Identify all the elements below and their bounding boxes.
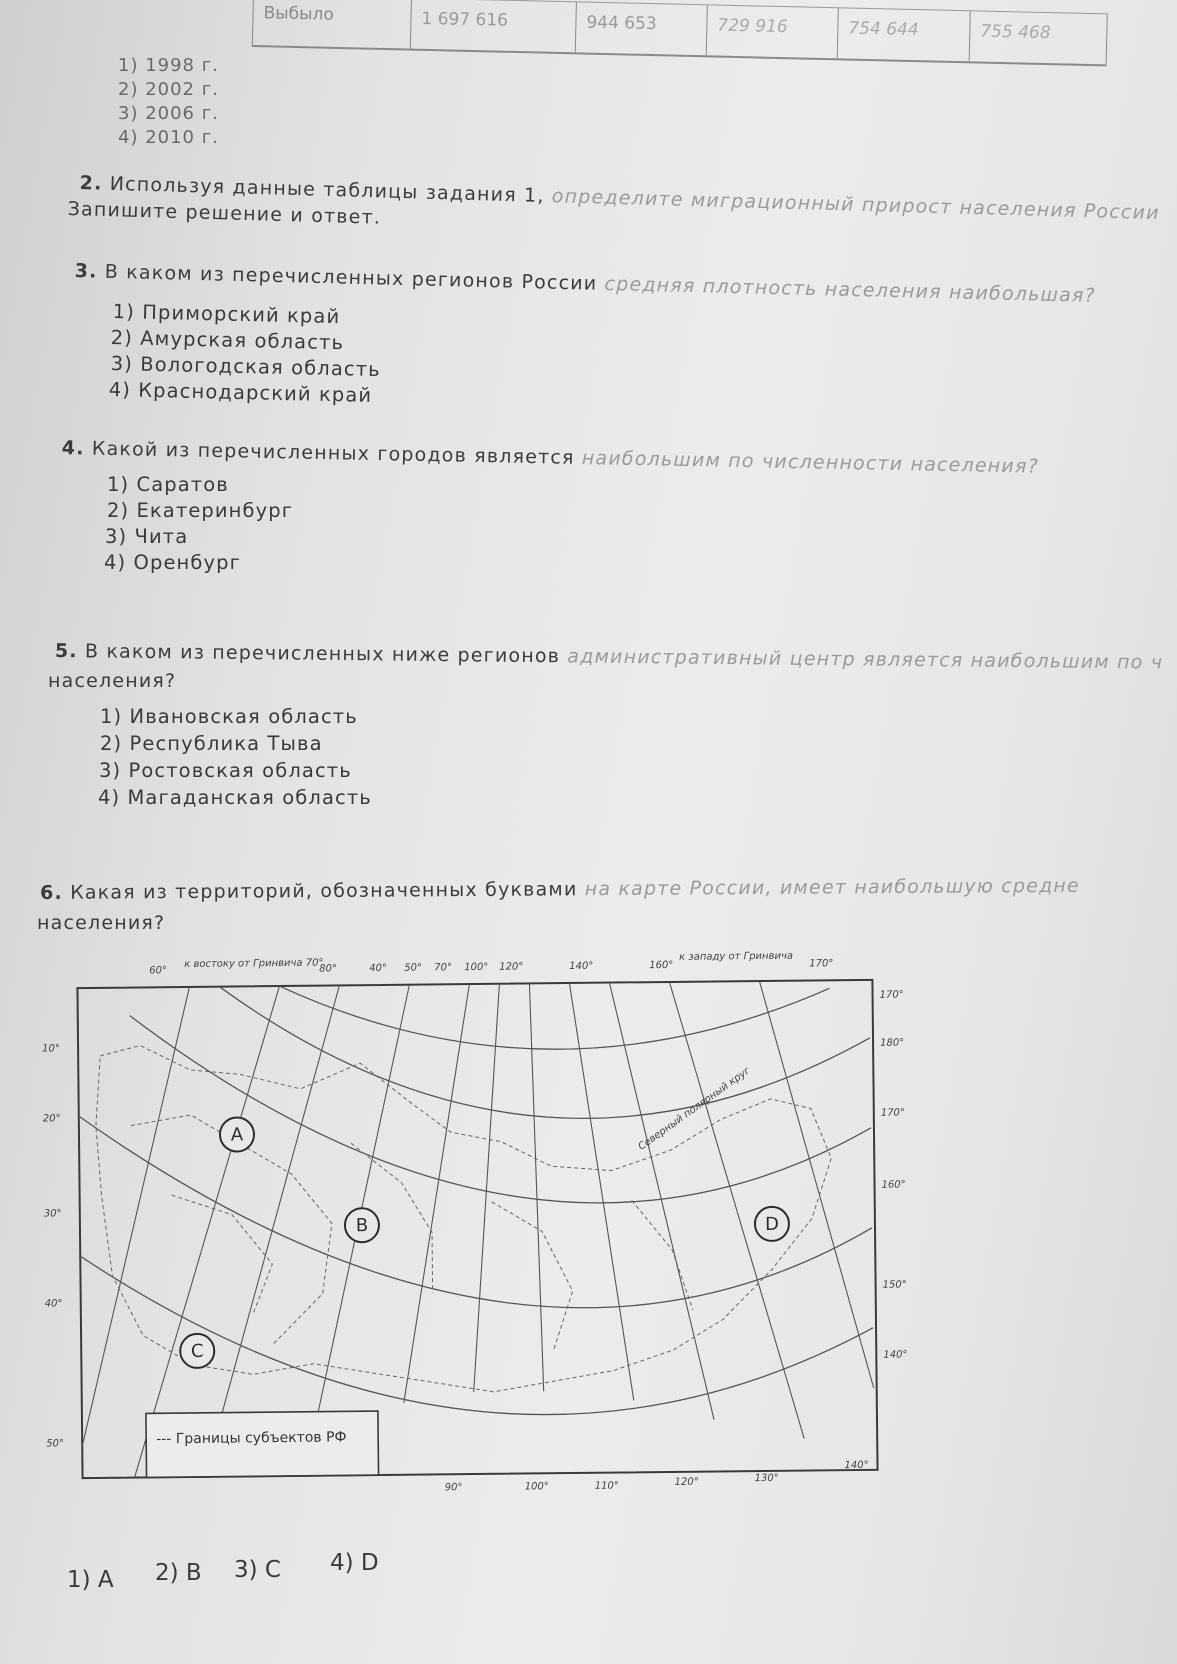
map-legend (146, 1411, 379, 1477)
q5-option: 3) Ростовская область (99, 759, 352, 782)
q3-option: 4) Краснодарский край (108, 378, 373, 407)
russia-map (42, 950, 908, 1494)
map-lon-label: 120° (499, 961, 524, 973)
q2-text-b: определите миграционный прирост населения России (551, 185, 1160, 225)
legend-label: --- Границы субъектов РФ (156, 1429, 347, 1448)
q5-text-a: В каком из перечисленных ниже регионов (84, 640, 568, 668)
map-lat-label: 40° (44, 1298, 63, 1310)
map-polar-circle-label: Северный полярный круг (636, 1065, 753, 1153)
map-lon-label: 160° (649, 959, 674, 972)
map-lon-label: 180° (880, 1037, 905, 1049)
q6-text-a: Какая из территорий, обозначенных буквами (70, 878, 585, 904)
q4-option: 3) Чита (105, 525, 189, 548)
map-lon-label: 90° (444, 1482, 463, 1494)
svg-text:B: B (355, 1215, 369, 1237)
map-lon-label: 50° (404, 962, 423, 974)
map-lon-label: 60° (149, 965, 168, 977)
q5-line2: населения? (48, 670, 177, 692)
q6-number: 6. (40, 881, 63, 904)
map-lon-label: 170° (880, 1107, 905, 1119)
table-row (252, 0, 1108, 66)
q3-option: 3) Вологодская область (110, 352, 382, 382)
q2-text-a: Используя данные таблицы задания 1, (109, 172, 553, 208)
q6-line2: населения? (37, 912, 166, 934)
table-cell: 755 468 (969, 11, 1108, 64)
map-lon-label: 160° (881, 1179, 906, 1191)
marker-d (755, 1207, 789, 1241)
map-lon-label: 80° (319, 963, 338, 975)
map-lat-label: 10° (42, 1043, 60, 1055)
q5-option: 2) Республика Тыва (100, 732, 323, 755)
map-lon-label: 170° (879, 989, 904, 1001)
q6-answer: 3) C (234, 1557, 281, 1583)
q5-text (55, 640, 1164, 674)
map-lon-label: к востоку от Гринвича 70° (184, 957, 324, 971)
q4-text-a: Какой из перечисленных городов является (91, 437, 583, 469)
marker-b (345, 1208, 379, 1242)
q5-option: 4) Магаданская область (98, 786, 372, 809)
table-cell: 944 653 (575, 2, 707, 55)
table-cell: 729 916 (706, 5, 838, 58)
q2-line2: Запишите решение и ответ. (67, 198, 382, 229)
map-lon-label: 130° (754, 1472, 779, 1485)
map-lon-label: 170° (809, 958, 834, 970)
q3-text-b: средняя плотность населения наибольшая? (604, 272, 1097, 307)
map-lon-label: 100° (464, 961, 489, 974)
table-cell: 1 697 616 (410, 0, 576, 52)
map-lon-label: 70° (434, 962, 453, 974)
map-lat-label: 30° (43, 1208, 62, 1220)
q4-text-b: наибольшим по численности населения? (581, 446, 1040, 478)
q1-option: 4) 2010 г. (118, 127, 219, 148)
q2-number: 2. (79, 172, 103, 195)
q6-answer: 1) A (67, 1567, 114, 1593)
q3-number: 3. (74, 260, 98, 283)
svg-text:C: C (190, 1340, 204, 1362)
q4-number: 4. (61, 437, 85, 460)
map-lon-label: 110° (594, 1480, 619, 1492)
q5-text-b: административный центр является наибольшим по ч (567, 645, 1164, 674)
q1-option: 1) 1998 г. (118, 55, 219, 76)
table-cell: 754 644 (837, 8, 970, 61)
map-lat-label: 50° (46, 1438, 65, 1450)
q1-option: 3) 2006 г. (118, 103, 219, 124)
marker-a (220, 1117, 254, 1151)
q3-option: 2) Амурская область (110, 326, 345, 355)
map-lon-label: 40° (369, 962, 388, 975)
map-lon-label: 140° (883, 1349, 908, 1361)
q6-answer: 2) B (155, 1560, 202, 1586)
q6-text (40, 875, 1080, 904)
map-lon-label: 150° (882, 1279, 907, 1291)
table-row-label: Выбыло (252, 0, 411, 49)
map-lon-label: 120° (674, 1476, 699, 1488)
q3-text-a: В каком из перечисленных регионов России (104, 260, 605, 295)
q5-option: 1) Ивановская область (100, 705, 358, 728)
migration-table (252, 0, 1108, 77)
svg-text:A: A (230, 1124, 244, 1146)
map-lon-label: 140° (844, 1459, 869, 1472)
q3-option: 1) Приморский край (112, 300, 341, 329)
svg-text:D: D (764, 1213, 780, 1235)
map-lon-label: к западу от Гринвича (679, 950, 794, 963)
map-lat-label: 20° (42, 1113, 61, 1125)
q3-text (74, 260, 1096, 307)
q5-number: 5. (54, 640, 78, 663)
q4-option: 4) Оренбург (104, 551, 241, 574)
q6-answer: 4) D (330, 1550, 379, 1576)
q6-text-b: на карте России, имеет наибольшую средне (584, 874, 1080, 901)
q4-text (62, 437, 1040, 478)
map-lon-label: 100° (524, 1481, 549, 1493)
q4-option: 1) Саратов (107, 473, 229, 496)
marker-c (180, 1334, 214, 1368)
q1-option: 2) 2002 г. (118, 79, 219, 100)
map-lon-label: 140° (569, 960, 594, 973)
q4-option: 2) Екатеринбург (107, 499, 294, 522)
